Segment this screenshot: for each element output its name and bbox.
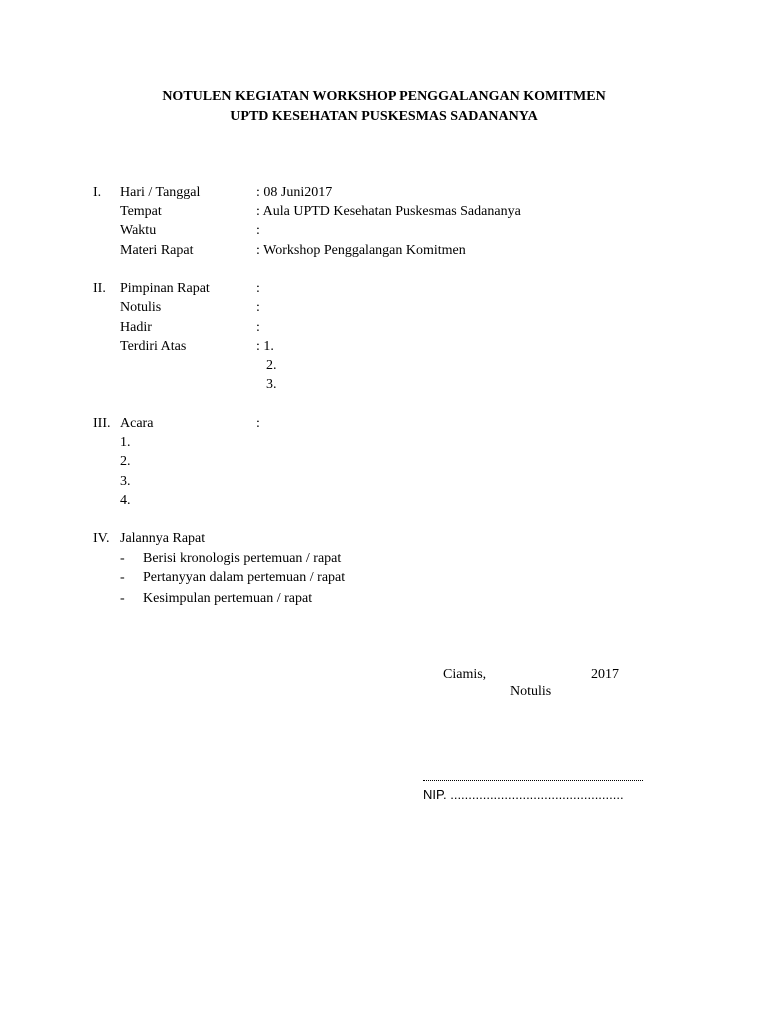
bullet-dash: - bbox=[120, 551, 125, 566]
meeting-point-1: Berisi kronologis pertemuan / rapat bbox=[143, 551, 342, 566]
meeting-point-3: Kesimpulan pertemuan / rapat bbox=[143, 591, 313, 606]
value-tempat: : Aula UPTD Kesehatan Puskesmas Sadananya bbox=[256, 204, 521, 219]
meeting-point-2: Pertanyyan dalam pertemuan / rapat bbox=[143, 570, 346, 585]
value-materi-rapat: : Workshop Penggalangan Komitmen bbox=[256, 243, 466, 258]
label-terdiri-atas: Terdiri Atas bbox=[120, 339, 187, 354]
value-hadir: : bbox=[256, 320, 260, 335]
label-tempat: Tempat bbox=[120, 204, 162, 219]
bullet-dash: - bbox=[120, 591, 125, 606]
value-notulis: : bbox=[256, 300, 260, 315]
label-waktu: Waktu bbox=[120, 223, 157, 238]
label-acara: Acara bbox=[120, 416, 154, 431]
attendee-number-2: 2. bbox=[266, 358, 277, 373]
label-pimpinan-rapat: Pimpinan Rapat bbox=[120, 281, 210, 296]
agenda-item-3: 3. bbox=[120, 474, 131, 489]
bullet-dash: - bbox=[120, 570, 125, 585]
signature-role: Notulis bbox=[510, 684, 552, 699]
document-title-line2: UPTD KESEHATAN PUSKESMAS SADANANYA bbox=[230, 109, 538, 124]
section-1-numeral: I. bbox=[93, 185, 102, 200]
signature-nip: NIP. ................................................ bbox=[423, 787, 624, 802]
attendee-number-3: 3. bbox=[266, 377, 277, 392]
value-waktu: : bbox=[256, 223, 260, 238]
label-notulis: Notulis bbox=[120, 300, 162, 315]
label-jalannya-rapat: Jalannya Rapat bbox=[120, 531, 206, 546]
signature-place: Ciamis, bbox=[443, 667, 487, 682]
section-4-numeral: IV. bbox=[93, 531, 110, 546]
agenda-item-1: 1. bbox=[120, 435, 131, 450]
label-hadir: Hadir bbox=[120, 320, 152, 335]
value-hari-tanggal: : 08 Juni2017 bbox=[256, 185, 333, 200]
section-2-numeral: II. bbox=[93, 281, 106, 296]
signature-line bbox=[423, 762, 643, 781]
value-pimpinan-rapat: : bbox=[256, 281, 260, 296]
label-hari-tanggal: Hari / Tanggal bbox=[120, 185, 201, 200]
agenda-item-2: 2. bbox=[120, 454, 131, 469]
agenda-item-4: 4. bbox=[120, 493, 131, 508]
value-terdiri-atas: : 1. bbox=[256, 339, 274, 354]
section-3-numeral: III. bbox=[93, 416, 111, 431]
document-title-line1: NOTULEN KEGIATAN WORKSHOP PENGGALANGAN KOMITMEN bbox=[162, 89, 606, 104]
signature-year: 2017 bbox=[591, 667, 619, 682]
label-materi-rapat: Materi Rapat bbox=[120, 243, 194, 258]
value-acara: : bbox=[256, 416, 260, 431]
